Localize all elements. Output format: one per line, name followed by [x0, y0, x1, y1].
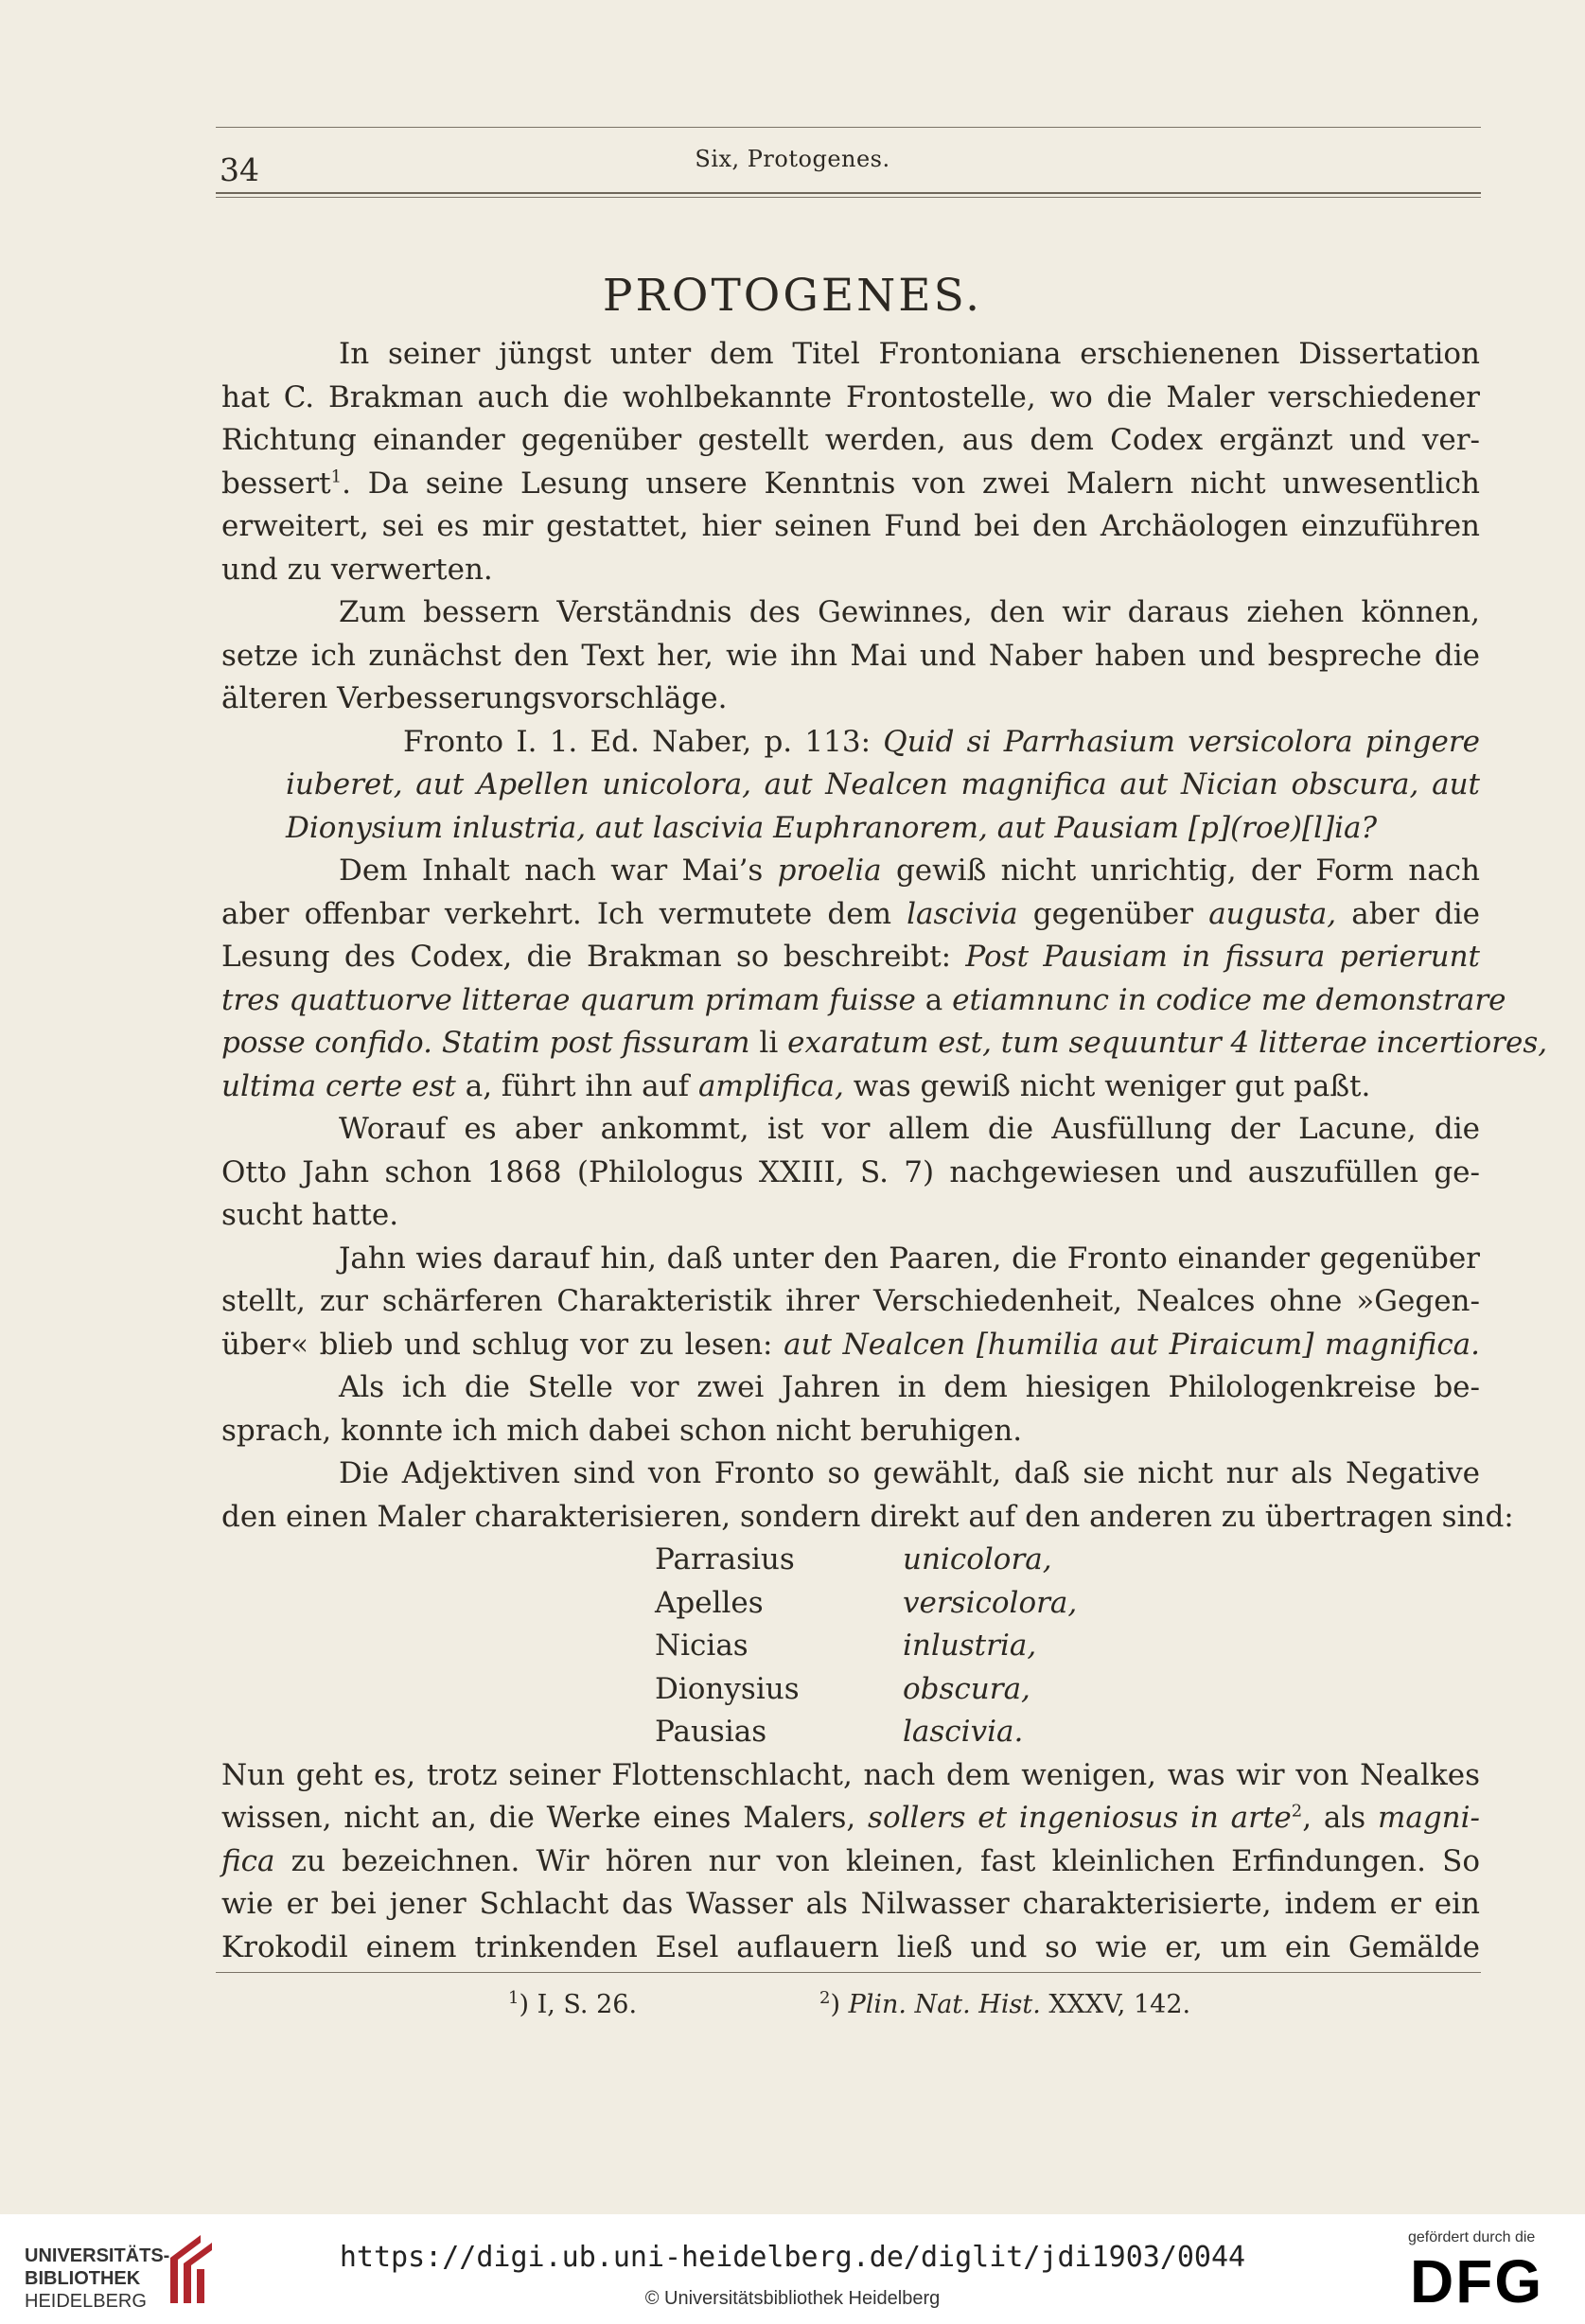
painter-row	[221, 1625, 1480, 1668]
painter-row	[221, 1582, 1480, 1626]
funding-note: gefördert durch die	[1408, 2229, 1536, 2245]
text-line: tres quattuorve litterae quarum primam fuisse a etiamnunc in codice me demonstrare	[221, 982, 1506, 1017]
painter-name: Pausias	[655, 1715, 767, 1749]
text-line: bessert$^1$. Da seine Lesung unsere Kenntnis von zwei Malern nicht unwesentlich	[221, 466, 1480, 501]
permalink-url[interactable]: https://digi.ub.uni-heidelberg.de/diglit/jdi1903/0044	[339, 2241, 1246, 2274]
text-line: aber offenbar verkehrt. Ich vermutete dem lascivia gegenüber augusta, aber die	[221, 896, 1481, 931]
text-line: wissen, nicht an, die Werke eines Malers, sollers et ingeniosus in arte$^2$, als magni-	[221, 1801, 1481, 1835]
text-line: Die Adjektiven sind von Fronto so gewählt, daß sie nicht nur als Negative	[339, 1456, 1480, 1490]
footnote-ref: 1	[330, 467, 343, 487]
text-line: Krokodil einem trinkenden Esel auflauern ließ und so wie er, um ein Gemälde	[221, 1929, 1480, 1964]
text-line: In seiner jüngst unter dem Titel Frontoniana erschienenen Dissertation	[339, 337, 1480, 371]
library-name: UNIVERSITÄTS- BIBLIOTHEK HEIDELBERG	[25, 2245, 170, 2312]
footnote-2: $^2$) Plin. Nat. Hist. XXXV, 142.	[819, 1988, 1191, 2019]
text-line: sucht hatte.	[221, 1198, 399, 1232]
text-line: älteren Verbesserungsvorschläge.	[221, 681, 728, 715]
text-line: ultima certe est a, führt ihn auf amplifica, was gewiß nicht weniger gut paßt.	[221, 1068, 1371, 1103]
text-line: wie er bei jener Schlacht das Wasser als Nilwasser charakterisierte, indem er ein	[221, 1887, 1480, 1921]
footnote-rule	[216, 1972, 1481, 1973]
painter-name: Dionysius	[655, 1671, 800, 1706]
text-line: Dem Inhalt nach war Mai’s proelia gewiß nicht unrichtig, der Form nach	[339, 854, 1480, 888]
copyright: © Universitätsbibliothek Heidelberg	[644, 2288, 941, 2309]
text-line: fica zu bezeichnen. Wir hören nur von kleinen, fast kleinlichen Erfindungen. So	[221, 1843, 1480, 1878]
text-line: den einen Maler charakterisieren, sondern direkt auf den anderen zu übertragen sind:	[221, 1499, 1514, 1534]
dfg-logo: DFG	[1410, 2247, 1544, 2315]
header-rule-2	[216, 197, 1481, 198]
text-line: hat C. Brakman auch die wohlbekannte Frontostelle, wo die Maler verschiedener	[221, 379, 1480, 414]
painter-row	[221, 1668, 1480, 1712]
footnote-ref: 2	[1291, 1801, 1303, 1822]
citation-line: iuberet, aut Apellen unicolora, aut Nealcen magnifica aut Nician obscura, aut	[286, 767, 1480, 801]
painter-name: Parrasius	[655, 1542, 795, 1576]
citation-line: Dionysium inlustria, aut lascivia Euphranorem, aut Pausiam [p](roe)[l]ia?	[286, 810, 1378, 845]
painter-row	[221, 1711, 1480, 1754]
painter-adjective: obscura,	[903, 1671, 1030, 1706]
text-line: Richtung einander gegenüber gestellt werden, aus dem Codex ergänzt und ver-	[221, 423, 1480, 457]
painter-row	[221, 1539, 1480, 1582]
painter-adjective: lascivia.	[903, 1715, 1024, 1749]
text-line: stellt, zur schärferen Charakteristik ihrer Verschiedenheit, Nealces ohne »Gegen-	[221, 1284, 1480, 1318]
text-line: erweitert, sei es mir gestattet, hier seinen Fund bei den Archäologen einzuführen	[221, 509, 1480, 543]
painter-adjective: versicolora,	[903, 1585, 1078, 1620]
text-line: und zu verwerten.	[221, 552, 493, 587]
text-line: Worauf es aber ankommt, ist vor allem die Ausfüllung der Lacune, die	[339, 1112, 1480, 1146]
text-line: Nun geht es, trotz seiner Flottenschlacht, nach dem wenigen, was wir von Nealkes	[221, 1757, 1480, 1792]
text-line: Jahn wies darauf hin, daß unter den Paaren, die Fronto einander gegenüber	[339, 1241, 1480, 1276]
text-line: Otto Jahn schon 1868 (Philologus XXIII, S. 7) nachgewiesen und auszufüllen ge-	[221, 1154, 1480, 1189]
header-top-rule	[216, 127, 1481, 128]
text-line: über« blieb und schlug vor zu lesen: aut Nealcen [humilia aut Piraicum] magnifica.	[221, 1327, 1481, 1362]
text-line: sprach, konnte ich mich dabei schon nicht beruhigen.	[221, 1413, 1023, 1448]
painter-name: Nicias	[655, 1629, 748, 1663]
citation-line: Fronto I. 1. Ed. Naber, p. 113: Quid si Parrhasium versicolora pingere	[403, 724, 1480, 759]
painter-adjective: inlustria,	[903, 1629, 1037, 1663]
footnote-1: $^1$) I, S. 26.	[508, 1988, 638, 2019]
article-title: PROTOGENES.	[602, 270, 983, 322]
body-text	[221, 333, 1548, 1969]
text-line: Als ich die Stelle vor zwei Jahren in dem hiesigen Philologenkreise be-	[339, 1370, 1480, 1404]
painter-adjective: unicolora,	[903, 1542, 1052, 1576]
text-line: Zum bessern Verständnis des Gewinnes, den wir daraus ziehen können,	[339, 595, 1480, 629]
header-rule	[216, 192, 1481, 194]
text-line: Lesung des Codex, die Brakman so beschreibt: Post Pausiam in fissura perierunt	[221, 940, 1480, 974]
page-number: 34	[220, 151, 259, 188]
text-line: setze ich zunächst den Text her, wie ihn Mai und Naber haben und bespreche die	[221, 638, 1480, 673]
painter-name: Apelles	[655, 1585, 764, 1620]
running-title: Six, Protogenes.	[695, 146, 890, 172]
text-line: posse confido. Statim post fissuram li exaratum est, tum sequuntur 4 litterae incertiores,	[221, 1026, 1548, 1060]
